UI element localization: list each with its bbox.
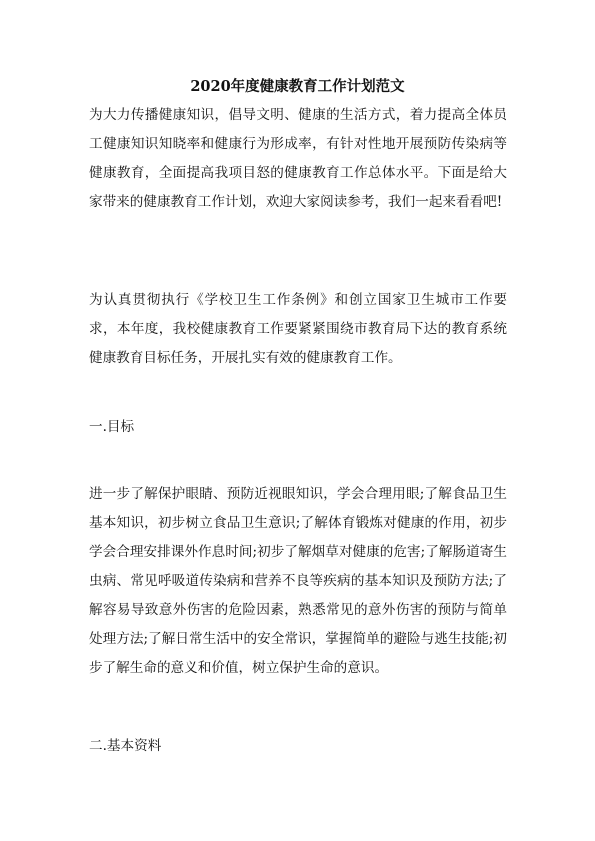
intro-paragraph: 为大力传播健康知识，倡导文明、健康的生活方式，着力提高全体员工健康知识知晓率和健康行为形成率，有针对性地开展预防传染病等健康教育，全面提高我项目怒的健康教育工作总体水平。下面是给大家带来的健康教育工作计划，欢迎大家阅读参考，我们一起来看看吧!: [89, 107, 507, 210]
section-heading-basic-info: 二.基本资料: [89, 738, 162, 754]
purpose-paragraph: 为认真贯彻执行《学校卫生工作条例》和创立国家卫生城市工作要求，本年度，我校健康教育工作要紧紧围绕市教育局下达的教育系统健康教育目标任务，开展扎实有效的健康教育工作。: [89, 292, 507, 366]
goals-paragraph: 进一步了解保护眼睛、预防近视眼知识，学会合理用眼;了解食品卫生基本知识，初步树立食品卫生意识;了解体育锻炼对健康的作用，初步学会合理安排课外作息时间;初步了解烟草对健康的危害;了解肠道寄生虫病、常见呼吸道传染病和营养不良等疾病的基本知识及预防方法;了解容易导致意外伤害的危险因素，熟悉常见的意外伤害的预防与简单处理方法;了解日常生活中的安全常识，掌握简单的避险与逃生技能;初步了解生命的意义和价值，树立保护生命的意识。: [89, 486, 507, 676]
section-heading-goals: 一.目标: [89, 419, 135, 435]
document-title: 2020年度健康教育工作计划范文: [190, 78, 405, 95]
